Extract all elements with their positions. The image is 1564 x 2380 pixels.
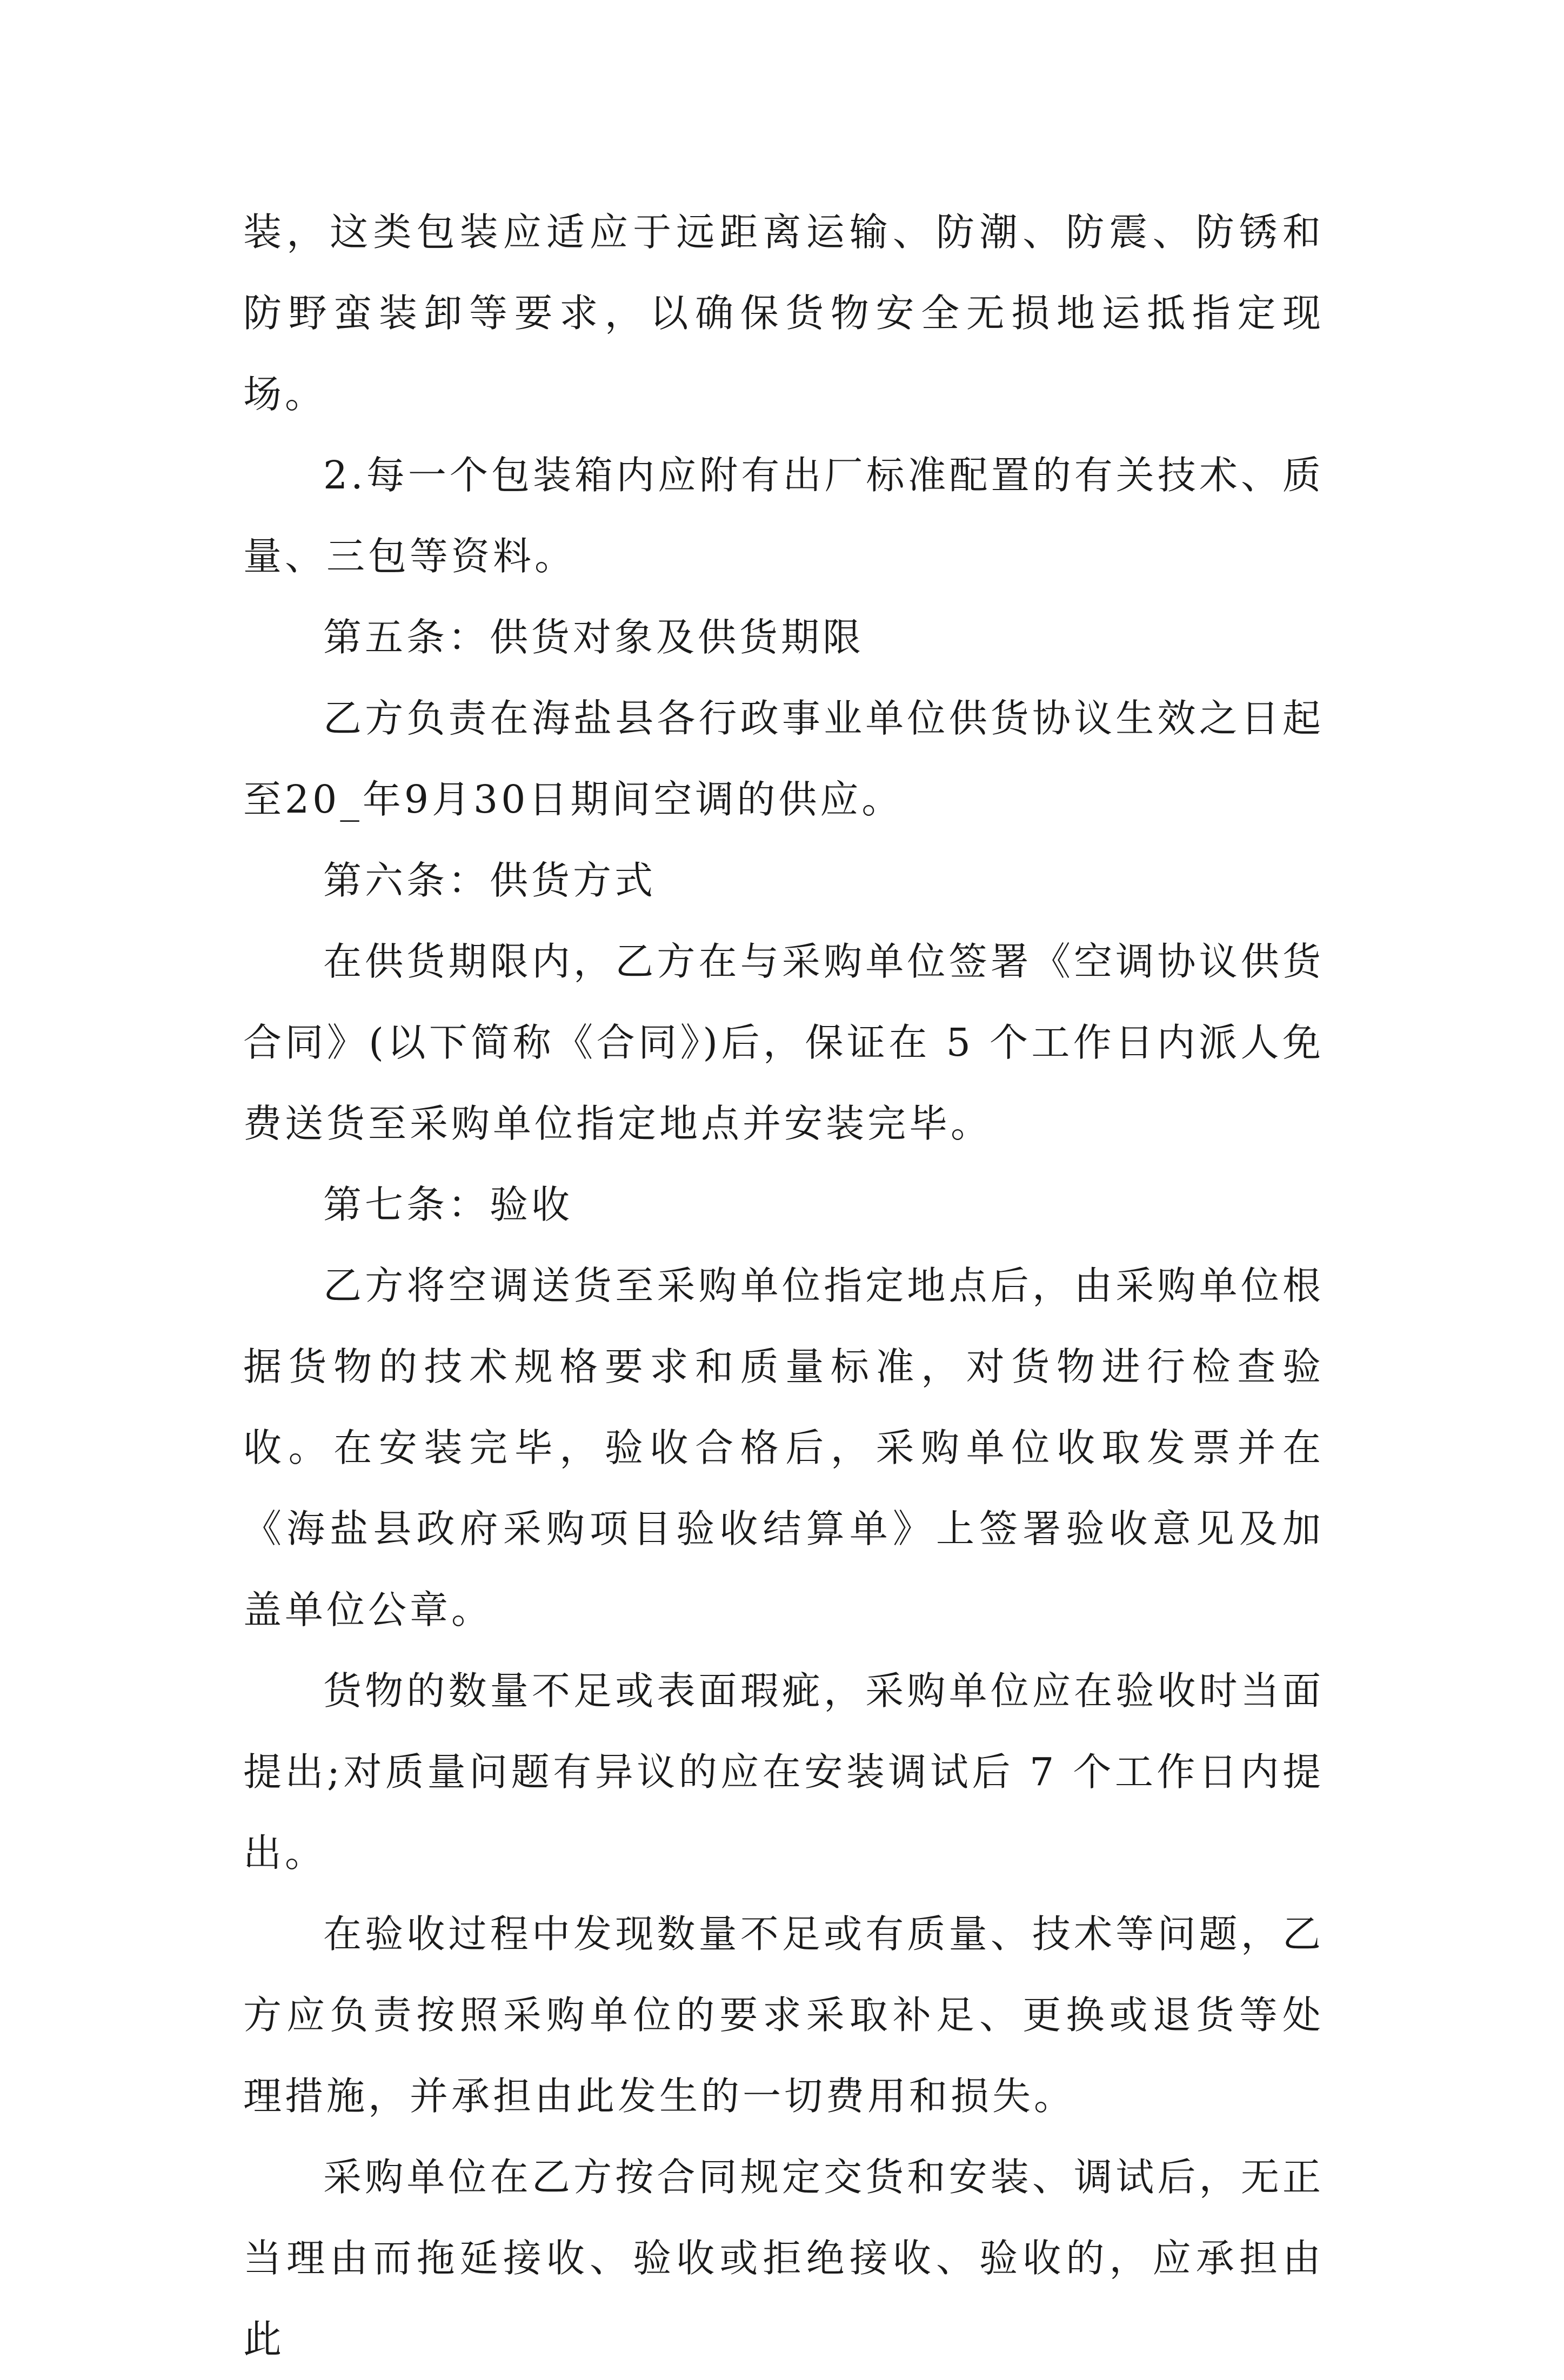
paragraph-remedial-measures: 在验收过程中发现数量不足或有质量、技术等问题，乙方应负责按照采购单位的要求采取补足、更换或退货等处理措施，并承担由此发生的一切费用和损失。: [243, 1912, 1324, 2118]
paragraph-quantity-defects: 货物的数量不足或表面瑕疵，采购单位应在验收时当面提出;对质量问题有异议的应在安装调试后 7 个工作日内提出。: [243, 1668, 1324, 1875]
heading-article-7: 第七条：验收: [323, 1182, 573, 1227]
document-body: [243, 192, 1324, 2380]
paragraph-acceptance-procedure: 乙方将空调送货至采购单位指定地点后，由采购单位根据货物的技术规格要求和质量标准，对货物进行检查验收。在安装完毕，验收合格后，采购单位收取发票并在《海盐县政府采购项目验收结算单》上签署验收意见及加盖单位公章。: [243, 1263, 1324, 1632]
paragraph-supply-method: 在供货期限内，乙方在与采购单位签署《空调协议供货合同》(以下简称《合同》)后，保证在 5 个工作日内派人免费送货至采购单位指定地点并安装完毕。: [243, 939, 1324, 1146]
paragraph-buyer-delay: 采购单位在乙方按合同规定交货和安装、调试后，无正当理由而拖延接收、验收或拒绝接收、验收的，应承担由此: [243, 2155, 1324, 2362]
paragraph-packing-documents: 2.每一个包装箱内应附有出厂标准配置的有关技术、质量、三包等资料。: [243, 453, 1324, 579]
heading-article-6: 第六条：供货方式: [323, 858, 657, 903]
paragraph-packaging-continued: 装，这类包装应适应于远距离运输、防潮、防震、防锈和防野蛮装卸等要求，以确保货物安全无损地运抵指定现场。: [243, 210, 1324, 417]
paragraph-supply-period: 乙方负责在海盐县各行政事业单位供货协议生效之日起至20_年9月30日期间空调的供应。: [243, 696, 1324, 822]
heading-article-5: 第五条：供货对象及供货期限: [323, 615, 865, 660]
